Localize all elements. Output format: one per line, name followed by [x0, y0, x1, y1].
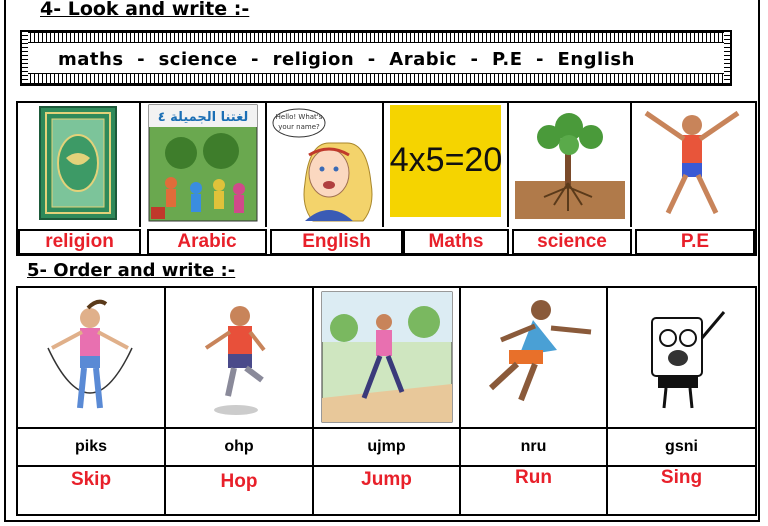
girl-speech-image [267, 103, 382, 223]
picture-cell [632, 103, 755, 227]
scrambled-word: ujmp [314, 427, 461, 467]
answer-english: English [270, 229, 403, 255]
word-bank-box [20, 30, 732, 86]
picture-cell [166, 288, 314, 427]
sponge-singing-image [608, 288, 753, 427]
math-card-image [384, 103, 507, 223]
boy-running-image [461, 288, 606, 427]
boy-star-jump-image [632, 103, 753, 223]
scrambled-word: gsni [608, 427, 755, 467]
answer-science: science [512, 229, 632, 255]
boy-hopping-image [166, 288, 312, 427]
scrambled-word: piks [18, 427, 166, 467]
answer-run: Run [461, 467, 608, 516]
answer-arabic: Arabic [147, 229, 267, 255]
speech-text: Hello! What's [275, 113, 323, 121]
answer-jump: Jump [314, 467, 461, 516]
word-bank-words: maths - science - religion - Arabic - P.E - English [58, 49, 635, 70]
tree-roots-image [509, 103, 630, 223]
border-hatch [22, 32, 28, 84]
arabic-textbook-image [141, 103, 265, 223]
section4-heading: 4- Look and write :- [40, 0, 250, 20]
border-hatch [22, 73, 730, 84]
picture-cell [141, 103, 267, 227]
answer-hop: Hop [166, 467, 314, 516]
quran-book-image [18, 103, 137, 223]
border-hatch [22, 32, 730, 43]
border-hatch [724, 32, 730, 84]
picture-cell [461, 288, 608, 427]
answer-sing: Sing [660, 467, 703, 488]
answer-maths: Maths [403, 229, 509, 255]
picture-cell [267, 103, 384, 227]
answer-pe: P.E [635, 229, 755, 255]
girl-skipping-image [18, 288, 164, 427]
scrambled-word: ohp [166, 427, 314, 467]
picture-cell [18, 288, 166, 427]
scrambled-word: nru [461, 427, 608, 467]
section5-heading: 5- Order and write :- [27, 260, 236, 281]
picture-cell [314, 288, 461, 427]
answer-skip: Skip [18, 467, 166, 516]
picture-cell [509, 103, 632, 227]
speech-text: your name? [278, 123, 320, 131]
picture-cell [608, 288, 755, 427]
cover-title: لغتنا الجميلة ٤ [157, 110, 249, 125]
equation-text: 4x5=20 [389, 141, 503, 179]
order-write-grid [16, 286, 757, 516]
girl-jumping-image [314, 288, 459, 427]
answer-religion: religion [18, 229, 141, 255]
picture-cell [384, 103, 509, 227]
look-write-grid [16, 101, 757, 256]
picture-cell [18, 103, 141, 227]
